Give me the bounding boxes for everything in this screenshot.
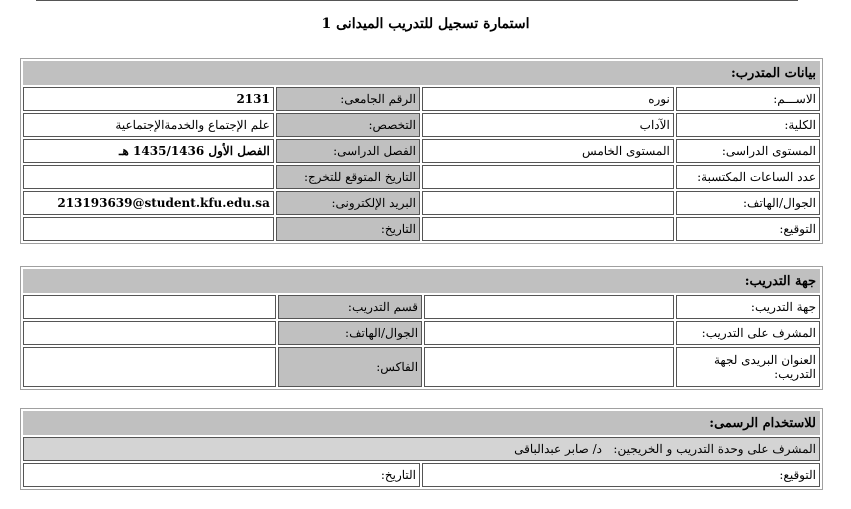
graduation-label: التاريخ المتوقع للتخرج:: [276, 165, 420, 189]
trainee-table: [20, 58, 823, 244]
hours-label: عدد الساعات المكتسبة:: [676, 165, 820, 189]
email-label: البريد الإلكترونى:: [276, 191, 420, 215]
fax-field[interactable]: [23, 347, 276, 387]
address-field[interactable]: [424, 347, 674, 387]
signature-label: التوقيع:: [676, 217, 820, 241]
name-label: الاســـم:: [676, 87, 820, 111]
official-table: [20, 408, 823, 490]
hours-field[interactable]: [422, 165, 674, 189]
address-label: العنوان البريدى لجهة التدريب:: [676, 347, 820, 387]
official-signature-field[interactable]: [422, 463, 820, 487]
official-heading: للاستخدام الرسمى:: [23, 411, 820, 435]
signature-field[interactable]: [422, 217, 674, 241]
training-phone-field[interactable]: [23, 321, 276, 345]
email-field[interactable]: 213193639@student.kfu.edu.sa: [23, 191, 274, 215]
id-field[interactable]: 2131: [23, 87, 274, 111]
top-rule: [36, 0, 798, 1]
supervisor-label: المشرف على التدريب:: [676, 321, 820, 345]
training-phone-label: الجوال/الهاتف:: [278, 321, 422, 345]
college-label: الكلية:: [676, 113, 820, 137]
major-label: التخصص:: [276, 113, 420, 137]
id-label: الرقم الجامعى:: [276, 87, 420, 111]
semester-field[interactable]: الفصل الأول 1435/1436 هـ: [23, 139, 274, 163]
training-heading: جهة التدريب:: [23, 269, 820, 293]
mobile-label: الجوال/الهاتف:: [676, 191, 820, 215]
graduation-field[interactable]: [23, 165, 274, 189]
official-date-label: التاريخ:: [380, 468, 417, 482]
official-supervisor-line: المشرف على وحدة التدريب و الخريجين: د/ صابر عبدالباقى: [23, 437, 820, 461]
major-field[interactable]: علم الإجتماع والخدمةالإجتماعية: [23, 113, 274, 137]
semester-label: الفصل الدراسى:: [276, 139, 420, 163]
name-field[interactable]: نوره: [422, 87, 674, 111]
college-field[interactable]: الآداب: [422, 113, 674, 137]
official-signature-label: التوقيع:: [779, 468, 816, 482]
form-title: استمارة تسجيل للتدريب الميدانى 1: [321, 16, 530, 32]
entity-field[interactable]: [424, 295, 674, 319]
date-label: التاريخ:: [276, 217, 420, 241]
department-label: قسم التدريب:: [278, 295, 422, 319]
trainee-heading: بيانات المتدرب:: [23, 61, 820, 85]
level-label: المستوى الدراسى:: [676, 139, 820, 163]
supervisor-field[interactable]: [424, 321, 674, 345]
mobile-field[interactable]: [422, 191, 674, 215]
fax-label: الفاكس:: [278, 347, 422, 387]
date-field[interactable]: [23, 217, 274, 241]
official-date-field[interactable]: [23, 463, 420, 487]
training-table: [20, 266, 823, 390]
department-field[interactable]: [23, 295, 276, 319]
level-field[interactable]: المستوى الخامس: [422, 139, 674, 163]
entity-label: جهة التدريب:: [676, 295, 820, 319]
